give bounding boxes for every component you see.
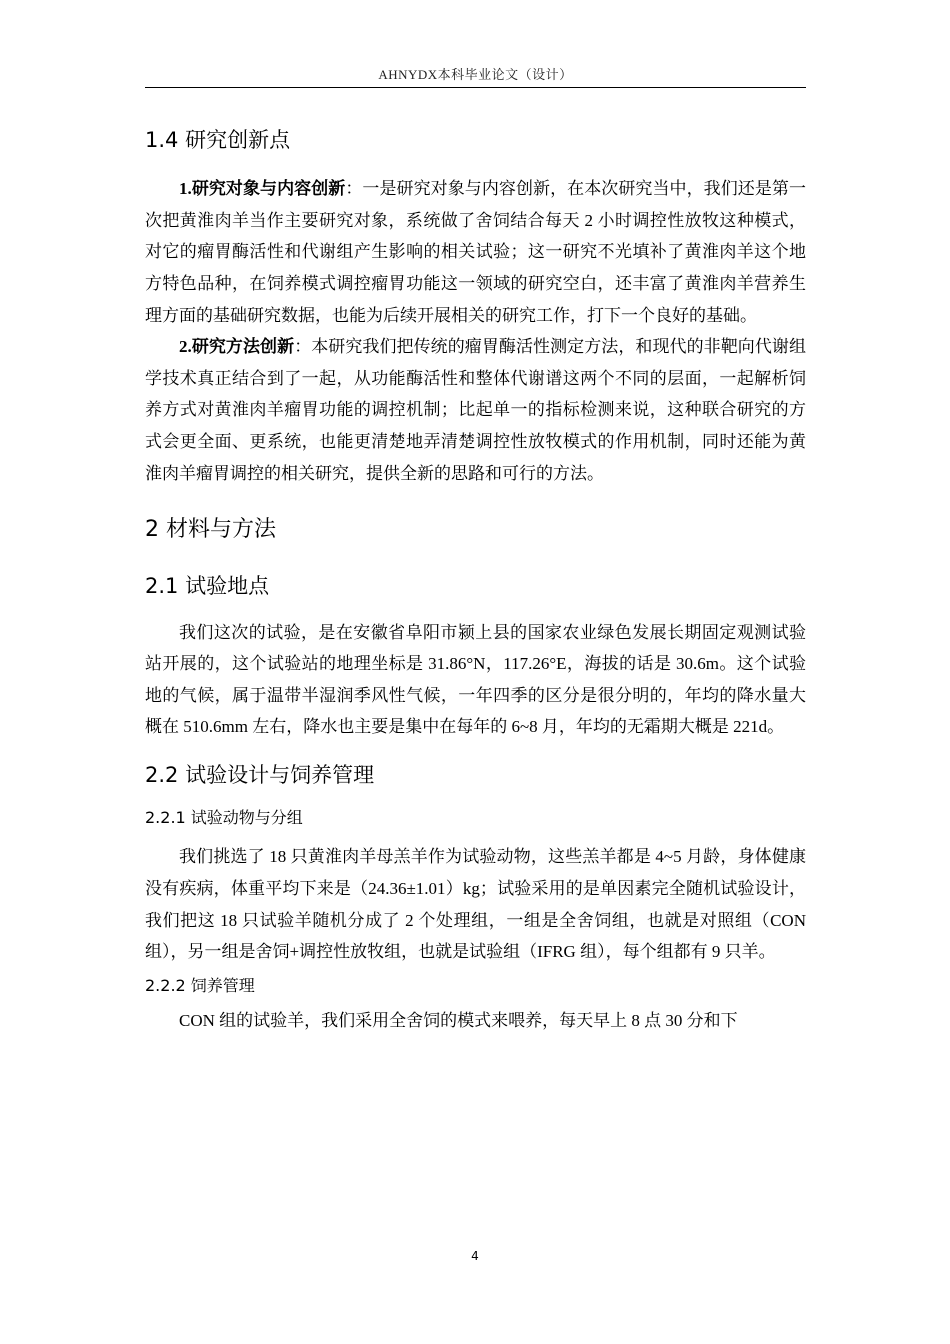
running-header: AHNYDX本科毕业论文（设计） — [378, 67, 573, 82]
section-heading-2-2-2: 2.2.2 饲养管理 — [145, 975, 255, 995]
section-heading-2-2: 2.2 试验设计与饲养管理 — [145, 763, 375, 788]
paragraph-animals-grouping: 我们挑选了 18 只黄淮肉羊母羔羊作为试验动物，这些羔羊都是 4~5 月龄，身体健康没有疾病，体重平均下来是（24.36±1.01）kg；试验采用的是单因素完全随机试验设计，我们把这 18 只试验羊随机分成了 2 个处理组，一组是全舍饲组，也就是对照组（CON 组），另一组是舍饲+调控性放牧组，也就是试验组（IFRG 组），每个组都有 9 只羊。 — [145, 847, 806, 962]
section-heading-1-4: 1.4 研究创新点 — [145, 128, 291, 152]
paragraph-research-object-innovation — [145, 173, 806, 331]
paragraph-feeding-management: CON 组的试验羊，我们采用全舍饲的模式来喂养，每天早上 8 点 30 分和下 — [179, 1011, 738, 1031]
paragraph-research-method-innovation — [145, 331, 806, 489]
body-content — [145, 118, 806, 1037]
paragraph-lead-2: 2.研究方法创新 — [179, 337, 295, 357]
section-heading-2: 2 材料与方法 — [145, 517, 276, 543]
paragraph-lead-1: 1.研究对象与内容创新 — [179, 179, 346, 199]
page-number: 4 — [471, 1249, 479, 1263]
paragraph-body-2: ：本研究我们把传统的瘤胃酶活性测定方法，和现代的非靶向代谢组学技术真正结合到了一起，从功能酶活性和整体代谢谱这两个不同的层面，一起解析饲养方式对黄淮肉羊瘤胃功能的调控机制；比起单一的指标检测来说，这种联合研究的方式会更全面、更系统，也能更清楚地弄清楚调控性放牧模式的作用机制，同时还能为黄淮肉羊瘤胃调控的相关研究，提供全新的思路和可行的方法。 — [145, 337, 806, 483]
header-divider — [145, 87, 806, 88]
paragraph-test-site: 我们这次的试验，是在安徽省阜阳市颍上县的国家农业绿色发展长期固定观测试验站开展的，这个试验站的地理坐标是 31.86°N，117.26°E，海拔的话是 30.6m。这个试验地的气候，属于温带半湿润季风性气候，一年四季的区分是很分明的，年均的降水量大概在 510.6mm 左右，降水也主要是集中在每年的 6~8 月，年均的无霜期大概是 221d。 — [145, 622, 806, 737]
paragraph-body-1: ：一是研究对象与内容创新，在本次研究当中，我们还是第一次把黄淮肉羊当作主要研究对象，系统做了舍饲结合每天 2 小时调控性放牧这种模式，对它的瘤胃酶活性和代谢组产生影响的相关试验；这一研究不光填补了黄淮肉羊这个地方特色品种，在饲养模式调控瘤胃功能这一领域的研究空白，还丰富了黄淮肉羊营养生理方面的基础研究数据，也能为后续开展相关的研究工作，打下一个良好的基础。 — [145, 179, 806, 325]
section-heading-2-1: 2.1 试验地点 — [145, 573, 270, 598]
section-heading-2-2-1: 2.2.1 试验动物与分组 — [145, 808, 303, 828]
